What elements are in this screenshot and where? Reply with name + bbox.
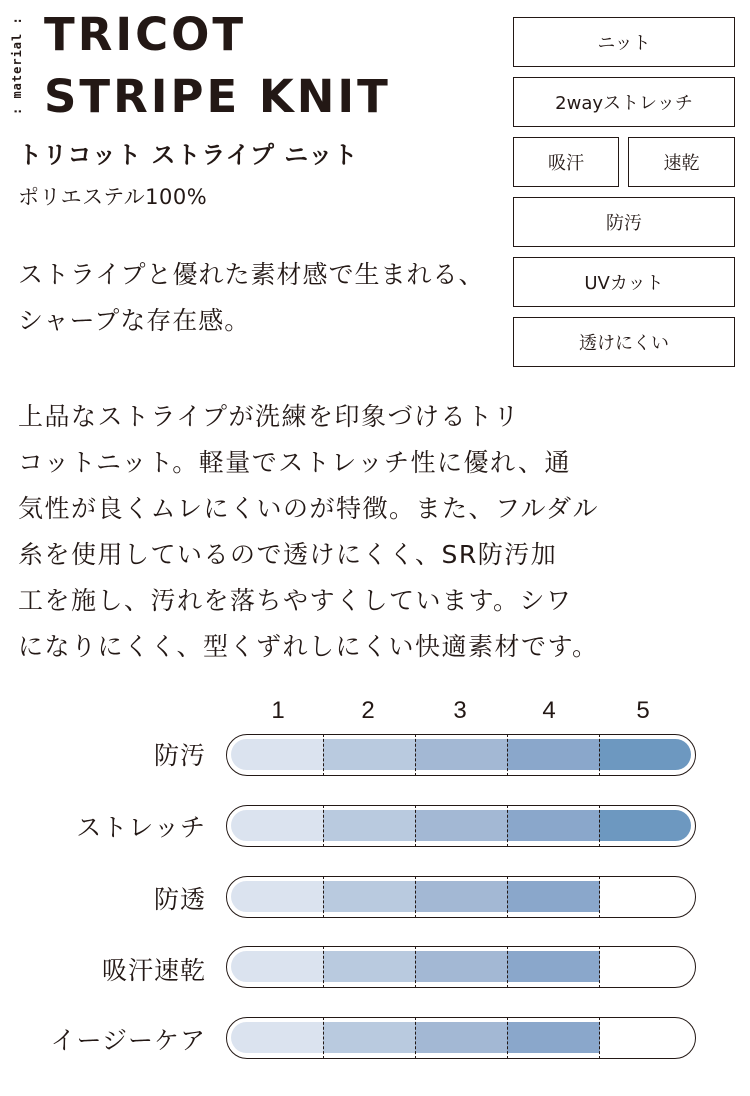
rating-divider xyxy=(323,734,324,776)
title-line-1: TRICOT xyxy=(44,8,247,61)
rating-divider xyxy=(507,876,508,918)
rating-segment xyxy=(507,881,600,912)
rating-segment xyxy=(323,739,416,770)
rating-label: 防汚 xyxy=(153,741,206,770)
rating-divider xyxy=(323,1017,324,1059)
scale-number-2: 2 xyxy=(361,697,375,724)
rating-label: 防透 xyxy=(153,885,206,914)
rating-label: 吸汗速乾 xyxy=(101,956,206,985)
feature-tag-stainproof: 防汚 xyxy=(513,197,735,247)
rating-segment xyxy=(231,881,324,912)
feature-tag-stretch: 2wayストレッチ xyxy=(513,77,735,127)
description-line-1: 上品なストライプが洗練を印象づけるトリ xyxy=(18,402,521,431)
rating-divider xyxy=(415,1017,416,1059)
rating-divider xyxy=(599,946,600,988)
rating-bar xyxy=(226,805,696,847)
rating-bar xyxy=(226,876,696,918)
rating-segment xyxy=(507,810,600,841)
rating-segment xyxy=(415,739,508,770)
description-line-5: 工を施し、汚れを落ちやすくしています。シワ xyxy=(18,586,573,615)
description-line-2: コットニット。軽量でストレッチ性に優れ、通 xyxy=(18,448,572,477)
rating-divider xyxy=(415,805,416,847)
product-title-en xyxy=(44,4,391,128)
rating-bar-fill xyxy=(231,739,691,770)
rating-segment xyxy=(323,1022,416,1053)
rating-bar-fill xyxy=(231,1022,691,1053)
feature-tag-knit: ニット xyxy=(513,17,735,67)
scale-number-5: 5 xyxy=(636,697,650,724)
rating-label: ストレッチ xyxy=(76,813,206,842)
rating-label: イージーケア xyxy=(50,1026,206,1055)
rating-segment xyxy=(507,1022,600,1053)
rating-divider xyxy=(323,876,324,918)
tagline-line-2: シャープな存在感。 xyxy=(18,306,251,335)
description-line-6: になりにくく、型くずれしにくい快適素材です。 xyxy=(18,632,599,661)
rating-segment xyxy=(231,1022,324,1053)
rating-bar-fill xyxy=(231,810,691,841)
rating-segment xyxy=(415,881,508,912)
rating-divider xyxy=(507,805,508,847)
rating-divider xyxy=(507,946,508,988)
description-line-3: 気性が良くムレにくいのが特徴。また、フルダル xyxy=(18,494,600,523)
rating-divider xyxy=(507,1017,508,1059)
rating-divider xyxy=(599,734,600,776)
rating-segment xyxy=(231,951,324,982)
rating-divider xyxy=(415,876,416,918)
rating-divider xyxy=(599,876,600,918)
rating-segment xyxy=(231,810,324,841)
scale-number-4: 4 xyxy=(542,697,556,724)
title-line-2: STRIPE KNIT xyxy=(44,70,391,123)
rating-segment xyxy=(415,951,508,982)
description-line-4: 糸を使用しているので透けにくく、SR防汚加 xyxy=(18,540,558,569)
scale-number-3: 3 xyxy=(453,697,467,724)
rating-segment xyxy=(415,1022,508,1053)
feature-tag-nosee: 透けにくい xyxy=(513,317,735,367)
material-composition: ポリエステル100% xyxy=(18,185,208,209)
product-description xyxy=(18,394,600,670)
rating-bar xyxy=(226,946,696,988)
rating-divider xyxy=(507,734,508,776)
rating-segment xyxy=(507,951,600,982)
rating-segment xyxy=(323,881,416,912)
rating-segment xyxy=(323,810,416,841)
tagline-line-1: ストライプと優れた素材感で生まれる、 xyxy=(18,260,485,289)
rating-bar xyxy=(226,734,696,776)
rating-segment xyxy=(599,739,691,770)
rating-segment xyxy=(323,951,416,982)
rating-segment xyxy=(415,810,508,841)
rating-divider xyxy=(415,734,416,776)
feature-tag-quickdry: 速乾 xyxy=(628,137,735,187)
material-side-label: : material : xyxy=(10,16,24,116)
rating-divider xyxy=(599,1017,600,1059)
rating-divider xyxy=(599,805,600,847)
feature-tag-uvcut: UVカット xyxy=(513,257,735,307)
rating-bar-fill xyxy=(231,951,691,982)
feature-tag-absorb: 吸汗 xyxy=(513,137,619,187)
scale-number-1: 1 xyxy=(271,697,285,724)
rating-bar-fill xyxy=(231,881,691,912)
tagline xyxy=(18,252,518,344)
rating-divider xyxy=(323,946,324,988)
rating-segment xyxy=(599,810,691,841)
rating-segment xyxy=(507,739,600,770)
rating-divider xyxy=(323,805,324,847)
rating-segment xyxy=(231,739,324,770)
rating-bar xyxy=(226,1017,696,1059)
rating-divider xyxy=(415,946,416,988)
product-title-jp: トリコット ストライプ ニット xyxy=(18,141,359,169)
